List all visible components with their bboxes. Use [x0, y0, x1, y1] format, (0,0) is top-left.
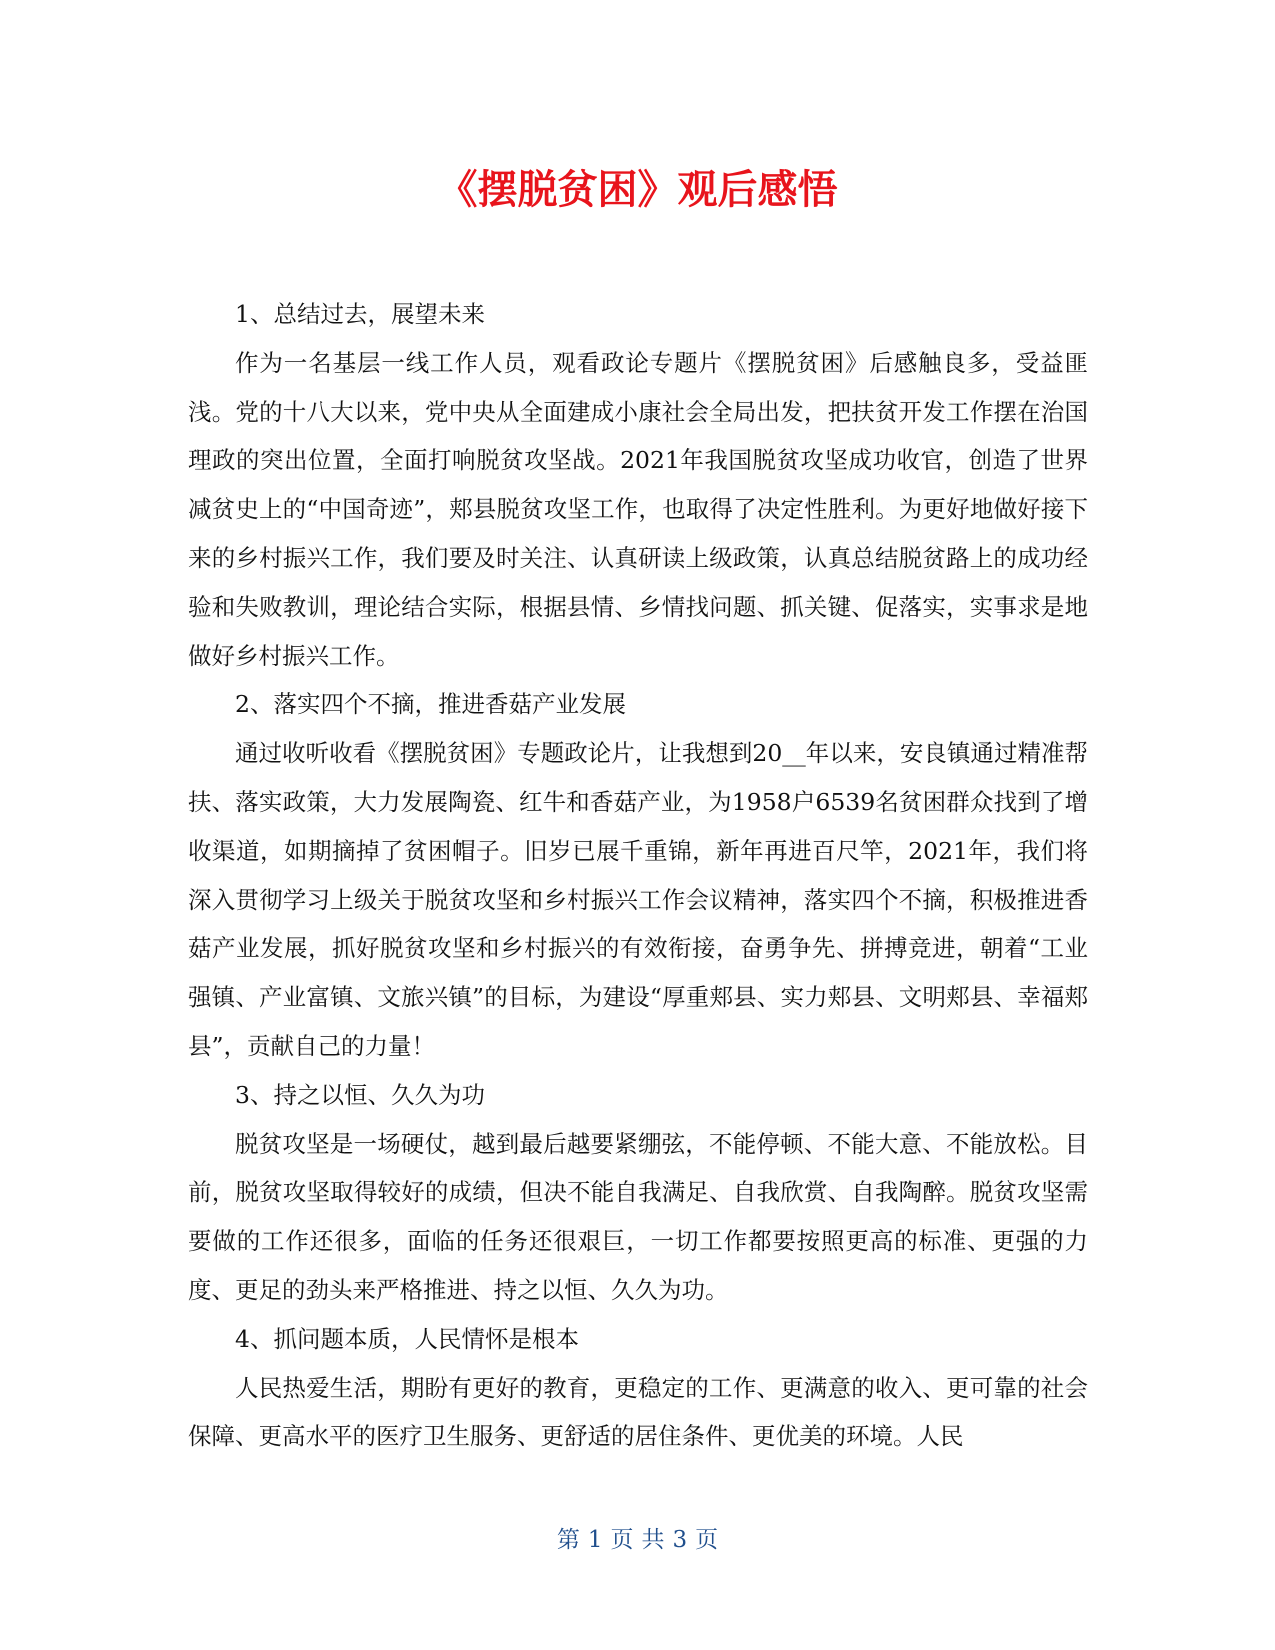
section-heading-4: 4、抓问题本质，人民情怀是根本 [235, 1324, 579, 1353]
footer-total-pages: 3 [672, 1527, 688, 1553]
section-heading-3: 3、持之以恒、久久为功 [235, 1080, 485, 1109]
document-body [188, 290, 1088, 1461]
section-heading-1: 1、总结过去，展望未来 [235, 300, 485, 328]
footer-page-number: 1 [587, 1527, 603, 1553]
paragraph-2: 通过收听收看《摆脱贫困》专题政论片，让我想到20__年以来，安良镇通过精准帮扶、落实政策，大力发展陶瓷、红牛和香菇产业，为1958户6539名贫困群众找到了增收渠道，如期摘掉了贫困帽子。旧岁已展千重锦，新年再进百尺竿，2021年，我们将深入贯彻学习上级关于脱贫攻坚和乡村振兴工作会议精神，落实四个不摘，积极推进香菇产业发展，抓好脱贫攻坚和乡村振兴的有效衔接，奋勇争先、拼搏竞进，朝着“工业强镇、产业富镇、文旅兴镇”的目标，为建设“厚重郏县、实力郏县、文明郏县、幸福郏县”，贡献自己的力量！ [188, 739, 1088, 1060]
paragraph-3: 脱贫攻坚是一场硬仗，越到最后越要紧绷弦，不能停顿、不能大意、不能放松。目前，脱贫攻坚取得较好的成绩，但决不能自我满足、自我欣赏、自我陶醉。脱贫攻坚需要做的工作还很多，面临的任务还很艰巨，一切工作都要按照更高的标准、更强的力度、更足的劲头来严格推进、持之以恒、久久为功。 [188, 1129, 1088, 1304]
footer-page-unit: 页 [610, 1527, 634, 1553]
section-heading-2: 2、落实四个不摘，推进香菇产业发展 [235, 690, 626, 719]
footer-page-word: 第 [556, 1527, 580, 1553]
footer-total-word: 共 [641, 1527, 665, 1553]
paragraph-1: 作为一名基层一线工作人员，观看政论专题片《摆脱贫困》后感触良多，受益匪浅。党的十八大以来，党中央从全面建成小康社会全局出发，把扶贫开发工作摆在治国理政的突出位置，全面打响脱贫攻坚战。2021年我国脱贫攻坚成功收官，创造了世界减贫史上的“中国奇迹”，郏县脱贫攻坚工作，也取得了决定性胜利。为更好地做好接下来的乡村振兴工作，我们要及时关注、认真研读上级政策，认真总结脱贫路上的成功经验和失败教训，理论结合实际，根据县情、乡情找问题、抓关键、促落实，实事求是地做好乡村振兴工作。 [188, 348, 1088, 670]
paragraph-4: 人民热爱生活，期盼有更好的教育，更稳定的工作、更满意的收入、更可靠的社会保障、更高水平的医疗卫生服务、更舒适的居住条件、更优美的环境。人民 [188, 1373, 1088, 1451]
page-footer [0, 1524, 1275, 1556]
document-title: 《摆脱贫困》观后感悟 [437, 167, 838, 213]
footer-total-unit: 页 [695, 1527, 719, 1553]
